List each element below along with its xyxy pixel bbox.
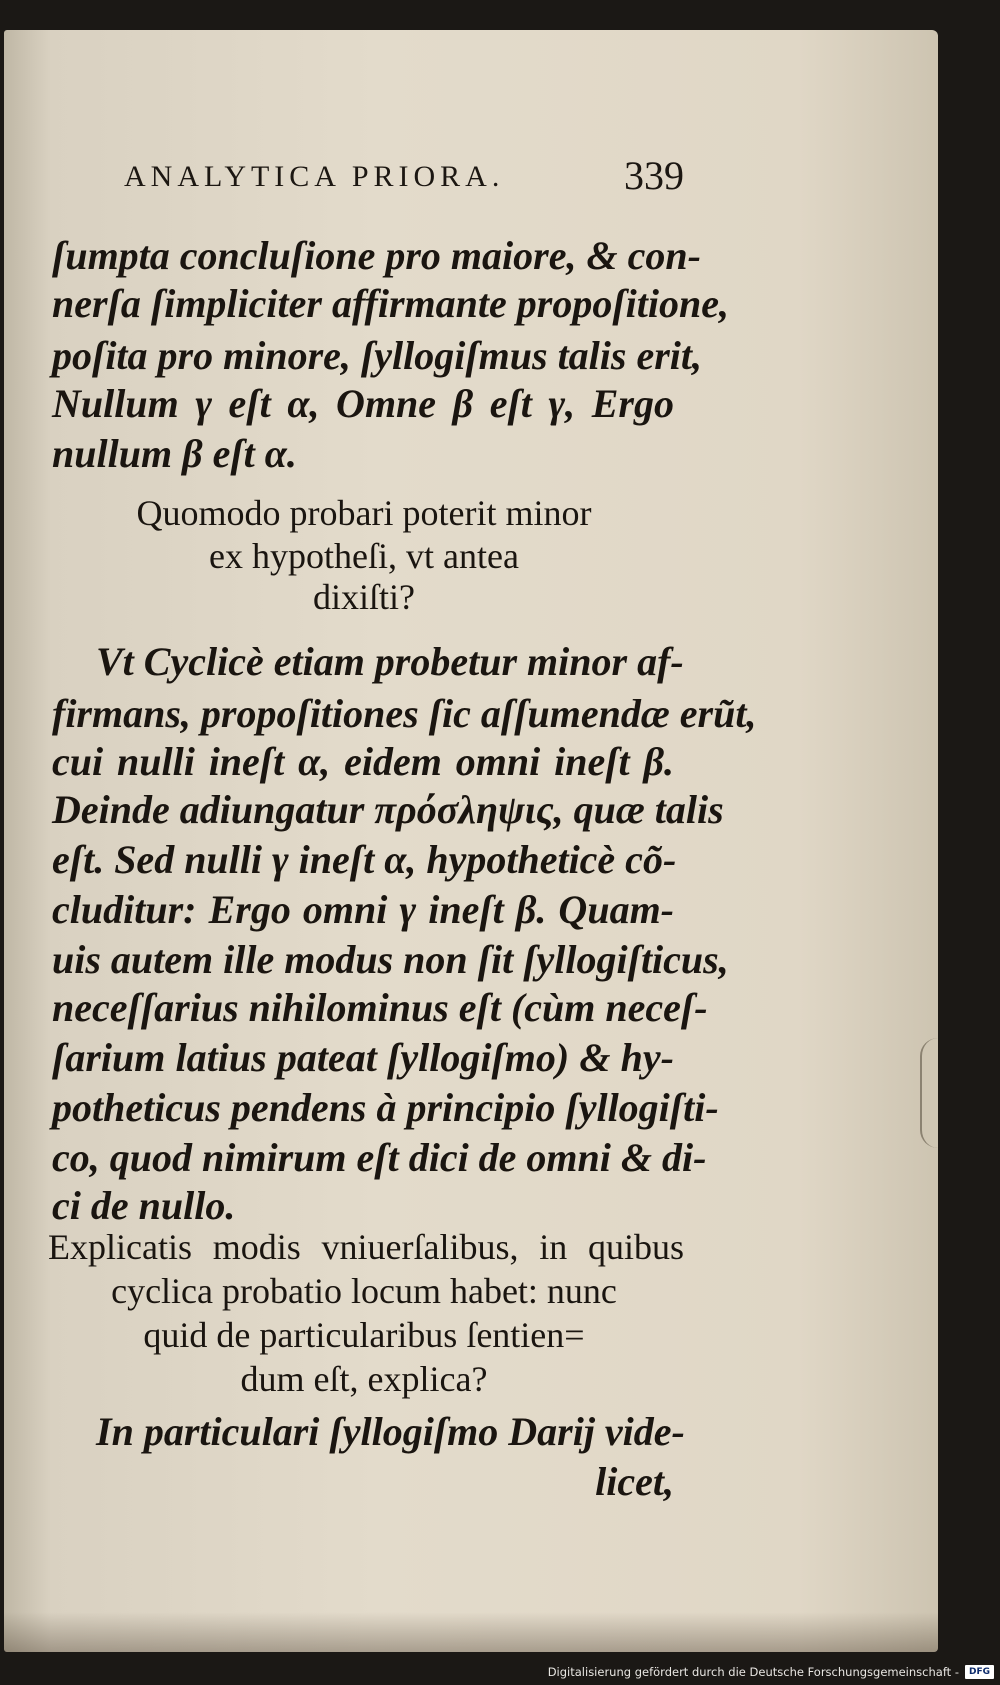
text-line: cui nulli ineſt α, eidem omni ineſt β. <box>52 739 674 784</box>
dfg-logo: DFG <box>965 1665 994 1679</box>
text-line: co, quod nimirum eſt dici de omni & di- <box>52 1135 707 1180</box>
text-line: firmans, propoſitiones ſic aſſumendæ erũt, <box>52 691 757 736</box>
text-line: poſita pro minore, ſyllogiſmus talis erit, <box>52 333 703 378</box>
text-line: cluditur: Ergo omni γ ineſt β. Quam- <box>52 887 674 932</box>
text-line: nerſa ſimpliciter affirmante propoſitione, <box>52 281 730 326</box>
credit-text: Digitalisierung gefördert durch die Deutsche Forschungsgemeinschaft - <box>547 1665 959 1679</box>
text-line: Quomodo probari poterit minor <box>136 493 592 533</box>
text-line: eſt. Sed nulli γ ineſt α, hypotheticè cõ- <box>52 837 677 882</box>
text-line: Vt Cyclicè etiam probetur minor af- <box>96 639 684 684</box>
text-line: In particulari ſyllogiſmo Darij vide- <box>96 1409 685 1454</box>
text-line: Nullum γ eſt α, Omne β eſt γ, Ergo <box>52 381 674 426</box>
text-line: dixiſti? <box>313 577 415 617</box>
page-edge-tab <box>920 1038 938 1148</box>
running-title: ANALYTICA PRIORA. <box>124 160 505 193</box>
text-line: ex hypotheſi, vt antea <box>209 536 519 576</box>
digitization-credit <box>548 1661 994 1683</box>
text-line: dum eſt, explica? <box>240 1359 488 1399</box>
page-number: 339 <box>624 153 684 198</box>
text-line: ci de nullo. <box>52 1183 236 1228</box>
text-line: Deinde adiungatur πρόσληψις, quæ talis <box>52 787 724 832</box>
text-line: neceſſarius nihilominus eſt (cùm neceſ- <box>52 985 708 1030</box>
text-line: quid de particularibus ſentien= <box>143 1315 585 1355</box>
text-line: Explicatis modis vniuerſalibus, in quibus <box>48 1227 684 1267</box>
text-line: licet, <box>595 1459 674 1504</box>
text-line: ſarium latius pateat ſyllogiſmo) & hy- <box>52 1035 674 1080</box>
text-line: potheticus pendens à principio ſyllogiſti- <box>52 1085 719 1130</box>
book-page <box>4 30 938 1652</box>
text-line: cyclica probatio locum habet: nunc <box>111 1271 617 1311</box>
text-line: uis autem ille modus non ſit ſyllogiſticus, <box>52 937 729 982</box>
text-line: nullum β eſt α. <box>52 431 297 476</box>
running-header <box>124 142 684 202</box>
text-line: ſumpta concluſione pro maiore, & con- <box>52 233 701 278</box>
